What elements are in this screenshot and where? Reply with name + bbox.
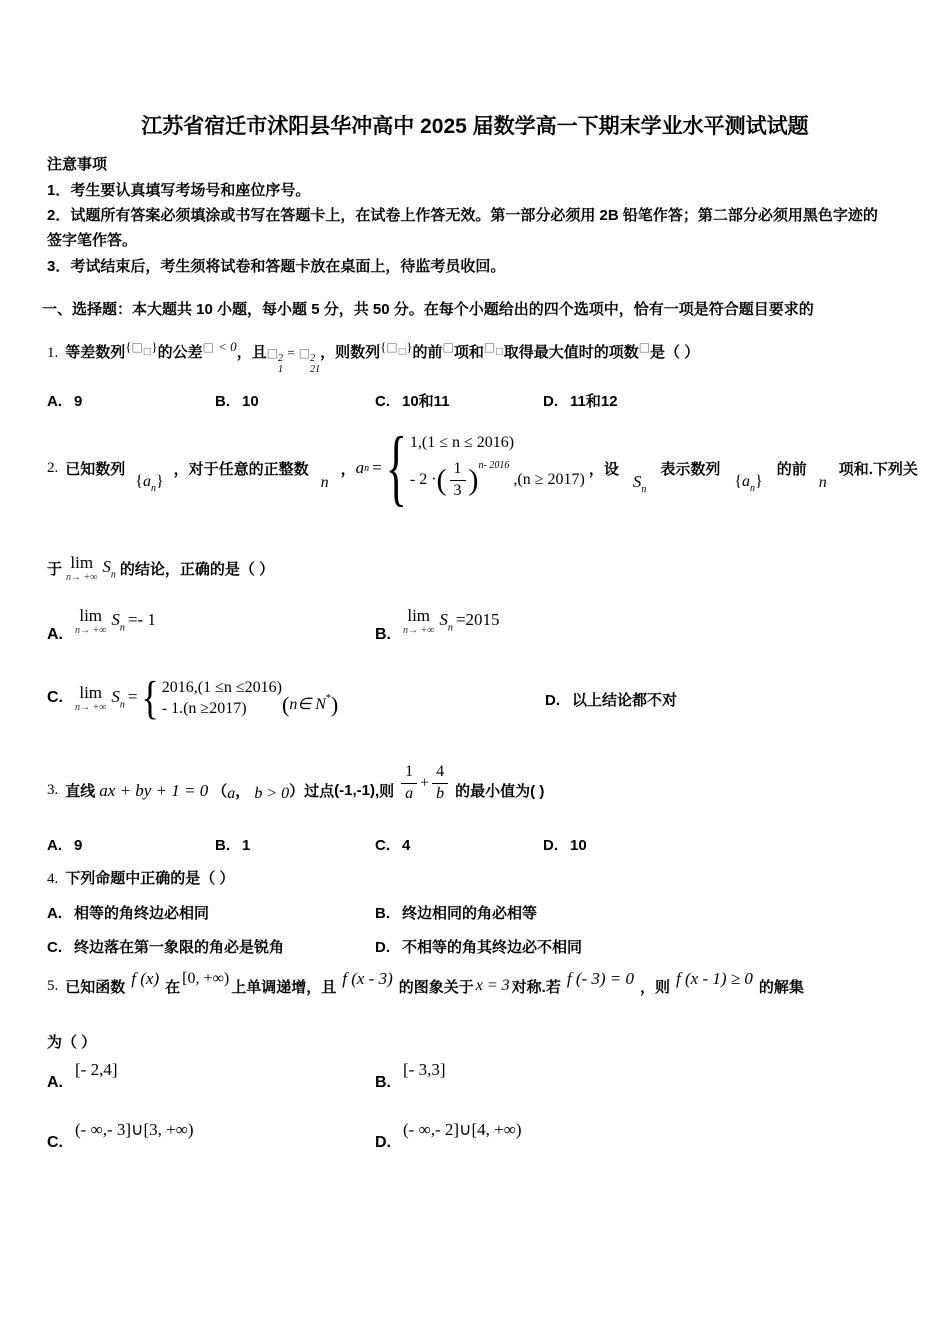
q2-text-8: 于 [47,560,63,578]
q1-text-8: 是（ ） [650,344,700,361]
q1-text-1: 等差数列 [65,344,126,361]
q4-option-a: A. 相等的角终边必相同 [47,905,210,922]
q5-option-a: A.[- 2,4] [47,1060,118,1091]
q2-text-2: ，对于任意的正整数 [173,460,309,478]
q2-option-c: C. lim n→ +∞ $S_n$ = { 2016,(1 ≤n ≤2016) - 1.(n ≥2017) (n∈ N*) [47,672,339,724]
q2-options-ab [0,598,950,644]
q2-piecewise-row2: - 2 ·( $\frac{1}{3}$ )$^{n- 2016}$,(n ≥ 2017) [410,459,585,502]
q5-text-7: 的解集 [758,978,804,996]
q1-number: 1. [47,345,59,361]
notice-item-2: 2．试题所有答案必须填涂或书写在答题卡上，在试卷上作答无效。第一部分必须用 2B 铅笔作答；第二部分必须用黑色字迹的签字笔作答。 [47,207,878,249]
q4-option-d: D. 不相等的角其终边必不相同 [375,939,583,956]
q3-text-3: ,则 [374,783,395,800]
q3-b-cond: b > 0 [254,784,290,802]
limit-stack: lim n→ +∞ [66,552,98,583]
q2-piecewise-row1: 1,(1 ≤ n ≤ 2016) [409,434,515,452]
q1-option-d: D. 11和12 [543,393,618,410]
limit-stack: lim n→ +∞ [75,605,107,636]
q2-optC-tail: (n∈ N*) [281,691,339,717]
limit-stack: lim n→ +∞ [403,605,435,636]
q5-text-3: 上单调递增，且 [231,978,337,996]
placeholder-box-sub: □ [142,347,152,357]
q2-lim-formula: lim n→ +∞ $S_n$ [66,552,116,583]
placeholder-box: □ [638,340,651,354]
q1-text-6: 项和 [453,344,484,361]
q2-optA-lim: lim n→ +∞ $S_n =- 1$ [75,605,156,636]
big-paren-right: ) [468,463,479,497]
q1-options-row [0,389,950,415]
notice-header: 注意事项 [47,156,108,173]
big-paren-left: ( [281,691,290,717]
notice-item-3: 3．考试结束后，考生须将试卷和答题卡放在桌面上，待监考员收回。 [47,258,506,275]
q5-stem-line2: 为（ ） [47,1034,97,1051]
fraction-1-3: $\frac{1}{3}$ [450,459,466,502]
page-title: 江苏省宿迁市沭阳县华冲高中 2025 届数学高一下期末学业水平测试试题 [141,115,809,138]
q3-option-d: D. 10 [543,837,587,854]
q1-option-a: A. 9 [47,393,83,410]
q3-fraction-expression: $\frac{1}{a}$ + $\frac{4}{b}$ [398,762,451,805]
q5-option-c: C.(- ∞,- 3]∪[3, +∞) [47,1120,194,1151]
q5-text-4: 的图象关于 [398,978,474,996]
q5-x3: x = 3 [475,977,510,994]
q2-optC-piecewise: { 2016,(1 ≤n ≤2016) - 1.(n ≥2017) [141,672,282,724]
placeholder-box: □ [442,340,454,354]
q5-text-6: ，则 [640,978,671,996]
question-2-stem-line2 [47,548,274,588]
q5-text-2: 在 [165,978,181,996]
q1-text-2: 的公差 [157,344,203,361]
fraction-4-b: $\frac{4}{b}$ [432,762,448,805]
q4-number: 4. [47,871,59,887]
question-2-stem: 2. 已知数列 $\{a_n\}$ ，对于任意的正整数 n ， a n = { 1,(1 ≤ n ≤ 2016) - 2 ·( $\frac{1}{3}$ )$^{n- 2016}$,(n ≥ 2017) ，设 $S_n$ 表示数列 $\{a_n\}$ 的前 n 项和.下列关 [47,419,918,515]
q1-d-formula: □ < 0 [202,339,237,354]
q5-options-ab [0,1060,950,1112]
question-4-stem [47,866,234,892]
q3-options-row [0,833,950,859]
q5-f30: f (- 3) = 0 [566,969,635,988]
q2-optC-lim: lim n→ +∞ $S_n$ = [75,682,138,713]
q2-text-5: 表示数列 [660,460,721,478]
q3-point: (-1,-1) [334,782,375,799]
q5-options-cd [0,1120,950,1172]
q2-option-b: B. lim n→ +∞ $S_n =2015$ [375,605,500,643]
q5-fx3: f (x - 3) [342,969,393,988]
q2-optB-lim: lim n→ +∞ $S_n =2015$ [403,605,500,636]
q5-option-d: D.(- ∞,- 2]∪[4, +∞) [375,1120,522,1151]
q2-piecewise [385,419,585,515]
question-5-stem [47,962,804,1010]
q2-Sn: $S_n$ [632,471,647,495]
q1-option-c: C. 10和11 [375,393,450,410]
question-3-stem [47,748,544,833]
q5-text-1: 已知函数 [65,978,126,996]
q1-text-3: ，且 [236,344,267,361]
q2-nvar-2: n [818,474,827,491]
q4-options-cd [0,935,950,961]
q2-text-4: ，设 [588,460,619,478]
question-1-stem [47,338,699,375]
q5-option-b: B.[- 3,3] [375,1060,446,1091]
placeholder-box: □ [202,340,214,354]
q3-option-c: C. 4 [375,837,411,854]
placeholder-box: □ [483,340,496,354]
placeholder-box: □ [298,346,311,360]
q3-option-b: B. 1 [215,837,251,854]
q2-seq-an-2: $\{a_n\}$ [734,472,763,494]
q1-text-7: 取得最大值时的项数 [503,344,639,361]
q2-text-3: ， [340,460,356,478]
q2-text-7: 项和.下列关 [838,460,918,478]
placeholder-box: □ [131,340,143,354]
placeholder-box-sub: □ [397,347,407,357]
placeholder-box: □ [266,346,279,360]
big-paren-right: ) [330,691,339,717]
q3-paren-left: （ [212,783,228,800]
notice-item-1: 1．考生要认真填写考场号和座位序号。 [47,182,311,199]
q4-text: 下列命题中正确的是（ ） [65,870,235,887]
supsub-stack: 2 21 [310,353,321,375]
q1-sequence-formula-2: $\{□_□\}$ [380,339,413,357]
q3-text-2: ）过点 [289,783,335,800]
q2-seq-an: $\{a_n\}$ [135,472,164,494]
q2-option-a: A. lim n→ +∞ $S_n =- 1$ [47,605,156,643]
q2-text-1: 已知数列 [65,460,126,478]
fraction-1-a: $\frac{1}{a}$ [401,762,417,805]
q1-sequence-formula: $\{□_□\}$ [125,339,158,357]
q3-comma: ， [235,783,251,800]
q1-option-b: B. 10 [215,393,259,410]
q4-options-ab [0,901,950,927]
section-heading: 一、选择题：本大题共 10 小题，每小题 5 分，共 50 分。在每个小题给出的四个选项中，恰有一项是符合题目要求的 [42,301,814,318]
q1-sum-formula [484,338,504,355]
q2-text-6: 的前 [776,460,807,478]
q2-def-lhs: a [355,458,365,477]
q5-fx: f (x) [131,969,160,988]
q3-text-1: 直线 [65,783,96,800]
q3-option-a: A. 9 [47,837,83,854]
placeholder-box-sub: □ [495,347,504,357]
supsub-stack: 2 1 [278,353,284,375]
q2-options-cd [0,658,950,738]
q5-number: 5. [47,977,59,994]
q4-option-c: C. 终边落在第一象限的角必是锐角 [47,939,285,956]
piecewise-brace: { [385,419,407,515]
q5-text-5: 对称.若 [511,978,561,996]
q2-number: 2. [47,459,59,476]
q2-option-d: D. 以上结论都不对 [545,692,678,709]
q3-line-equation: ax + by + 1 = 0 [99,780,209,800]
q3-a-var: a [227,784,236,802]
q2-text-9: 的结论，正确的是（ ） [119,560,275,578]
q1-text-5: 的前 [412,344,443,361]
limit-stack: lim n→ +∞ [75,682,107,713]
q3-number: 3. [47,782,59,798]
big-paren-left: ( [436,463,447,497]
q1-text-4: ，则数列 [320,344,381,361]
q3-text-4: 的最小值为( ) [455,783,545,800]
q5-domain: [0, +∞) [182,970,230,987]
q4-option-b: B. 终边相同的角必相等 [375,905,538,922]
piecewise-brace: { [141,672,159,724]
exponent: n- 2016 [478,460,510,472]
q2-nvar: n [320,474,329,491]
q5-fx1: f (x - 1) ≥ 0 [676,969,753,988]
q1-eq-formula: □ 2 1 = □ 2 21 [266,345,321,375]
placeholder-box: □ [386,340,398,354]
